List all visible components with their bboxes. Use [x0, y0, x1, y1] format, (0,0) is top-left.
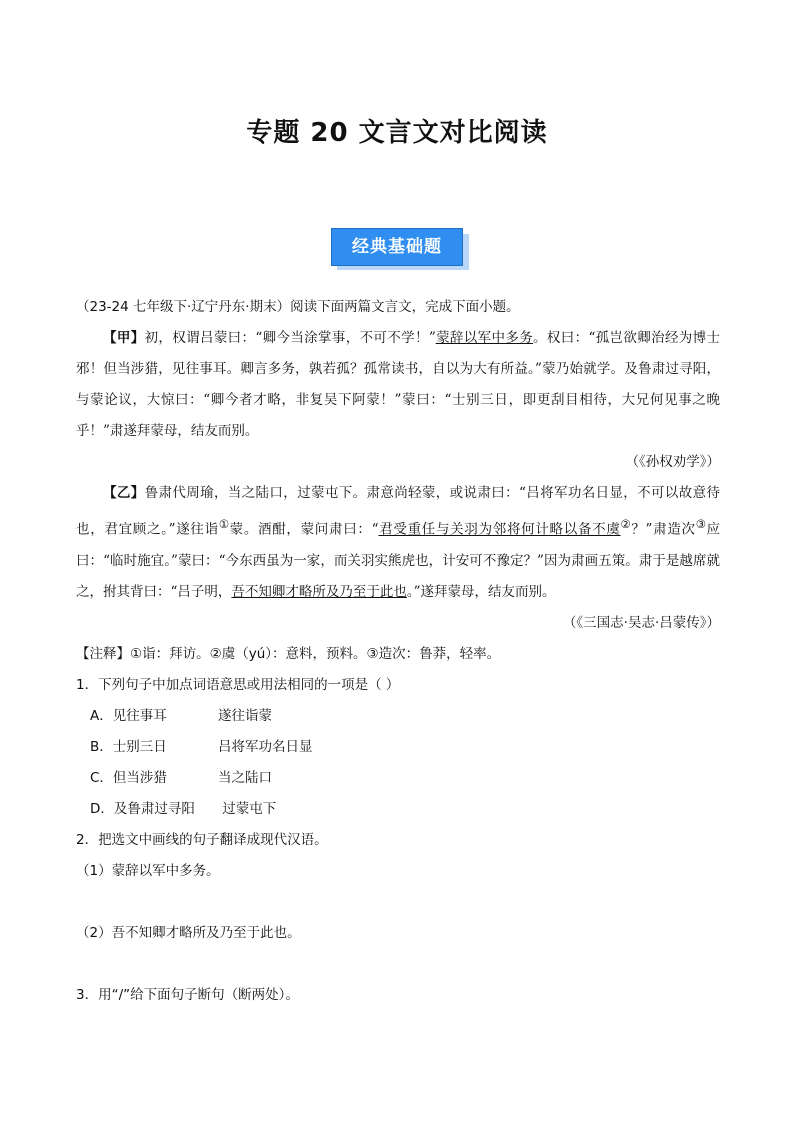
passage-yi-text-5: 。”遂拜蒙母，结友而别。: [406, 583, 556, 600]
option-b-left: B．士别三日: [90, 738, 167, 755]
option-d-left: D．及鲁肃过寻阳: [90, 800, 195, 817]
option-a-right: 遂往诣蒙: [218, 707, 272, 724]
question-1-stem: 1．下列句子中加点词语意思或用法相同的一项是（ ）: [76, 676, 400, 693]
answer-space-2: [76, 949, 720, 980]
question-2-sentence-2: （2）吾不知卿才略所及乃至于此也。: [76, 924, 301, 941]
question-3-stem: 3．用“/”给下面句子断句（断两处）。: [76, 986, 299, 1003]
passage-jia-source: （《孙权劝学》）: [625, 454, 720, 470]
passage-jia-text-1: 初，权谓吕蒙曰：“卿今当涂掌事，不可不学！”: [144, 330, 436, 346]
page-title: 专题 20 文言文对比阅读: [246, 118, 548, 148]
section-banner: [331, 228, 467, 272]
passage-yi-underline-2: 吾不知卿才略所及乃至于此也: [231, 583, 407, 600]
passage-yi-text-1: 鲁肃代周瑜，当之陆口，过蒙屯下。肃意尚轻蒙，或说肃曰：“吕将军功名日显，不可以故意待也，君宜顾之。”遂往诣: [76, 485, 721, 538]
passage-yi-source: （《三国志·吴志·吕蒙传》）: [562, 614, 720, 631]
intro-line: （23-24 七年级下·辽宁丹东·期末）阅读下面两篇文言文，完成下面小题。: [76, 299, 520, 315]
option-d-right: 过蒙屯下: [218, 800, 277, 817]
document-body: [76, 292, 720, 1011]
option-a-left: A．见往事耳: [90, 707, 167, 724]
passage-yi-underline-1: 君受重任与关羽为邻将何计略以备不虞: [378, 521, 621, 538]
note-marker-1: ①: [218, 518, 230, 531]
note-marker-3: ③: [695, 518, 707, 531]
passage-yi: [76, 478, 720, 608]
question-1-option-a: [76, 701, 720, 732]
passage-yi-text-4: 应曰：“临时施宜。”蒙曰：“今东西虽为一家，而关羽实熊虎也，计安可不豫定？”因为肃画五策。肃于是越席就之，拊其背曰：“吕子明，: [76, 521, 721, 600]
passage-yi-text-2: 蒙。酒酣，蒙问肃曰：“: [229, 521, 379, 538]
passage-yi-text-3: ？”肃造次: [631, 521, 696, 538]
answer-space-1: [76, 887, 720, 918]
question-1-option-b: [76, 732, 720, 763]
passage-jia-underline-1: 蒙辞以军中多务: [435, 330, 534, 346]
passage-jia-text-2: 。权曰：“孤岂欲卿治经为博士邪！但当涉猎，见往事耳。卿言多务，孰若孤？孤常读书，自以为大有所益。”蒙乃始就学。及鲁肃过寻阳，与蒙论议，大惊曰：“卿今者才略，非复吴下阿蒙！”蒙曰：“士别三日，即更刮目相待，大兄何见事之晚乎！”肃遂拜蒙母，结友而别。: [76, 330, 721, 439]
passage-jia-label: 【甲】: [103, 330, 145, 346]
note-marker-2: ②: [620, 518, 632, 531]
question-1-option-d: [76, 794, 720, 825]
banner-label: 经典基础题: [331, 228, 463, 266]
option-c-right: 当之陆口: [218, 769, 272, 786]
question-2-stem: 2．把选文中画线的句子翻译成现代汉语。: [76, 831, 328, 848]
passage-yi-label: 【乙】: [103, 485, 145, 501]
notes-line: 【注释】①诣：拜访。②虞（yú）：意料，预料。③造次：鲁莽，轻率。: [76, 645, 501, 662]
option-c-left: C．但当涉猎: [90, 769, 167, 786]
passage-jia: [76, 323, 720, 447]
question-1-option-c: [76, 763, 720, 794]
option-b-right: 吕将军功名日显: [218, 738, 313, 755]
question-2-sentence-1: （1）蒙辞以军中多务。: [76, 862, 220, 879]
